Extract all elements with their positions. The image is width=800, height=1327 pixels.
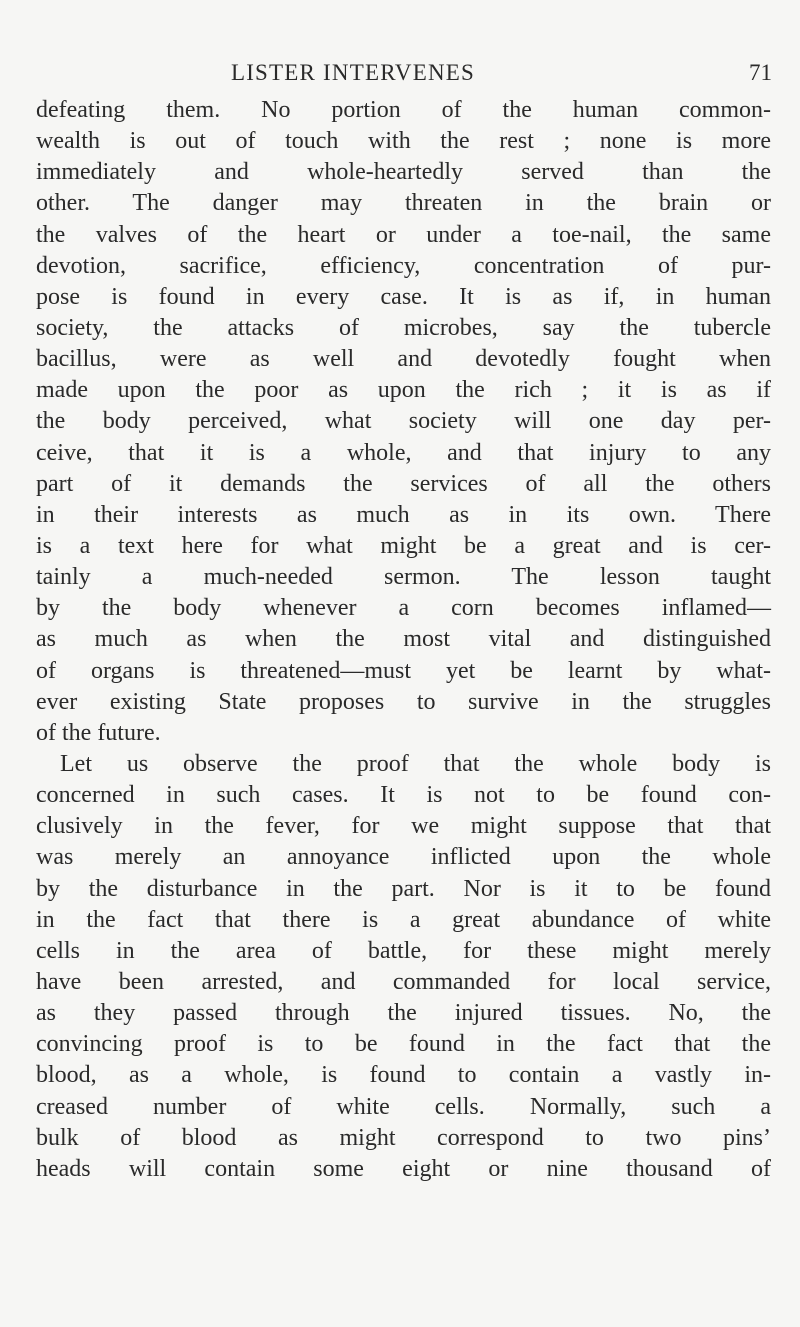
text-line: other. The danger may threaten in the brain or (36, 190, 771, 217)
paragraph-first-line: Let us observe the proof that the whole body is (60, 750, 771, 777)
text-line: of organs is threatened—must yet be learnt by what- (36, 657, 771, 684)
text-line: society, the attacks of microbes, say the tubercle (36, 314, 771, 341)
text-line: blood, as a whole, is found to contain a vastly in- (36, 1062, 771, 1089)
chapter-title: LISTER INTERVENES (230, 60, 476, 85)
text-line: in their interests as much as in its own. There (36, 501, 771, 528)
text-line: in the fact that there is a great abundance of white (36, 906, 771, 933)
page-number: 71 (749, 60, 772, 85)
text-line: ever existing State proposes to survive in the struggles (36, 688, 771, 715)
text-line: wealth is out of touch with the rest ; none is more (36, 128, 771, 155)
text-line: heads will contain some eight or nine thousand of (36, 1155, 771, 1182)
text-line: of the future. (36, 719, 161, 746)
text-line: pose is found in every case. It is as if, in human (36, 283, 771, 310)
text-line: made upon the poor as upon the rich ; it is as if (36, 377, 771, 404)
text-line: part of it demands the services of all the others (36, 470, 771, 497)
text-line: as much as when the most vital and distinguished (36, 626, 771, 653)
text-line: by the disturbance in the part. Nor is it to be found (36, 875, 771, 902)
text-line: is a text here for what might be a great and is cer- (36, 532, 771, 559)
text-line: devotion, sacrifice, efficiency, concentration of pur- (36, 252, 771, 279)
running-head (0, 58, 800, 88)
text-line: have been arrested, and commanded for local service, (36, 968, 771, 995)
text-line: tainly a much-needed sermon. The lesson taught (36, 564, 771, 591)
text-line: by the body whenever a corn becomes inflamed— (36, 595, 771, 622)
text-line: concerned in such cases. It is not to be found con- (36, 782, 771, 809)
text-line: bulk of blood as might correspond to two pins’ (36, 1124, 771, 1151)
text-line: creased number of white cells. Normally, such a (36, 1093, 771, 1120)
body-text (36, 95, 771, 1185)
text-line: clusively in the fever, for we might suppose that that (36, 813, 771, 840)
text-line: cells in the area of battle, for these might merely (36, 937, 771, 964)
text-line: the valves of the heart or under a toe-nail, the same (36, 221, 771, 248)
text-line: ceive, that it is a whole, and that injury to any (36, 439, 771, 466)
text-line: was merely an annoyance inflicted upon the whole (36, 844, 771, 871)
text-line: immediately and whole-heartedly served than the (36, 159, 771, 186)
text-line: convincing proof is to be found in the fact that the (36, 1031, 771, 1058)
text-line: bacillus, were as well and devotedly fought when (36, 346, 771, 373)
text-line: as they passed through the injured tissues. No, the (36, 1000, 771, 1027)
text-line: the body perceived, what society will one day per- (36, 408, 771, 435)
text-line: defeating them. No portion of the human common- (36, 97, 771, 123)
